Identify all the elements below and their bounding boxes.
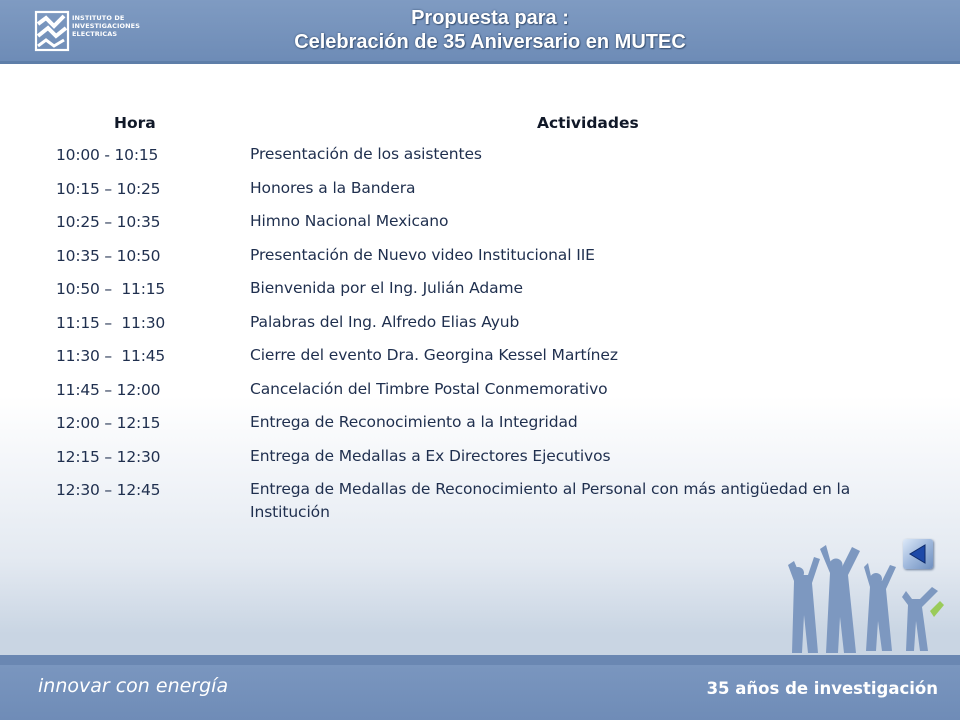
column-header-actividades: Actividades — [537, 114, 639, 132]
time-cell: 12:15 – 12:30 — [56, 447, 161, 466]
activity-cell: Himno Nacional Mexicano — [250, 212, 449, 230]
logo-line-1: INSTITUTO DE — [72, 14, 125, 22]
schedule-table — [56, 110, 926, 524]
table-row — [56, 442, 926, 476]
table-row — [56, 207, 926, 241]
table-row — [56, 241, 926, 275]
table-row — [56, 408, 926, 442]
table-row — [56, 308, 926, 342]
activity-cell: Cancelación del Timbre Postal Conmemorativo — [250, 379, 608, 398]
slogan-text: innovar con energía — [38, 675, 229, 697]
activity-cell: Presentación de los asistentes — [250, 145, 482, 163]
header-bar — [0, 0, 960, 64]
time-cell: 12:30 – 12:45 — [56, 481, 161, 499]
activity-cell: Honores a la Bandera — [250, 178, 416, 197]
celebration-figures-graphic — [780, 545, 950, 660]
table-row — [56, 274, 926, 308]
activity-cell: Cierre del evento Dra. Georgina Kessel Martínez — [250, 346, 618, 364]
anniversary-text: 35 años de investigación — [706, 679, 938, 698]
iie-logo — [34, 10, 154, 56]
time-cell: 11:15 – 11:30 — [56, 313, 166, 332]
table-row — [56, 375, 926, 409]
activity-cell: Presentación de Nuevo video Institucional IIE — [250, 245, 595, 264]
time-cell: 10:50 – 11:15 — [56, 280, 166, 298]
column-header-hora: Hora — [114, 114, 156, 132]
activity-cell: Entrega de Reconocimiento a la Integridad — [250, 413, 578, 431]
table-row — [56, 475, 926, 524]
logo-line-2: INVESTIGACIONES — [72, 22, 141, 30]
activity-cell: Bienvenida por el Ing. Julián Adame — [250, 279, 523, 297]
table-header — [56, 110, 926, 140]
title-line-1: Propuesta para : — [411, 7, 569, 29]
iie-logo-mark-icon — [34, 10, 70, 52]
time-cell: 10:15 – 10:25 — [56, 179, 161, 198]
time-cell: 10:25 – 10:35 — [56, 213, 161, 231]
page-title — [200, 6, 780, 54]
logo-line-3: ELECTRICAS — [72, 30, 118, 38]
activity-cell: Entrega de Medallas de Reconocimiento al Personal con más antigüedad en la Institución — [250, 480, 851, 521]
table-row — [56, 140, 926, 174]
time-cell: 11:30 – 11:45 — [56, 347, 166, 365]
title-line-2: Celebración de 35 Aniversario en MUTEC — [294, 31, 686, 53]
table-row — [56, 341, 926, 375]
footer-divider — [0, 655, 960, 665]
time-cell: 10:00 - 10:15 — [56, 146, 159, 164]
time-cell: 12:00 – 12:15 — [56, 414, 161, 432]
time-cell: 10:35 – 10:50 — [56, 246, 161, 265]
footer-bar — [0, 665, 960, 720]
activity-cell: Entrega de Medallas a Ex Directores Ejecutivos — [250, 446, 611, 465]
table-row — [56, 174, 926, 208]
activity-cell: Palabras del Ing. Alfredo Elias Ayub — [250, 312, 520, 331]
time-cell: 11:45 – 12:00 — [56, 380, 161, 399]
logo-text — [72, 14, 140, 38]
